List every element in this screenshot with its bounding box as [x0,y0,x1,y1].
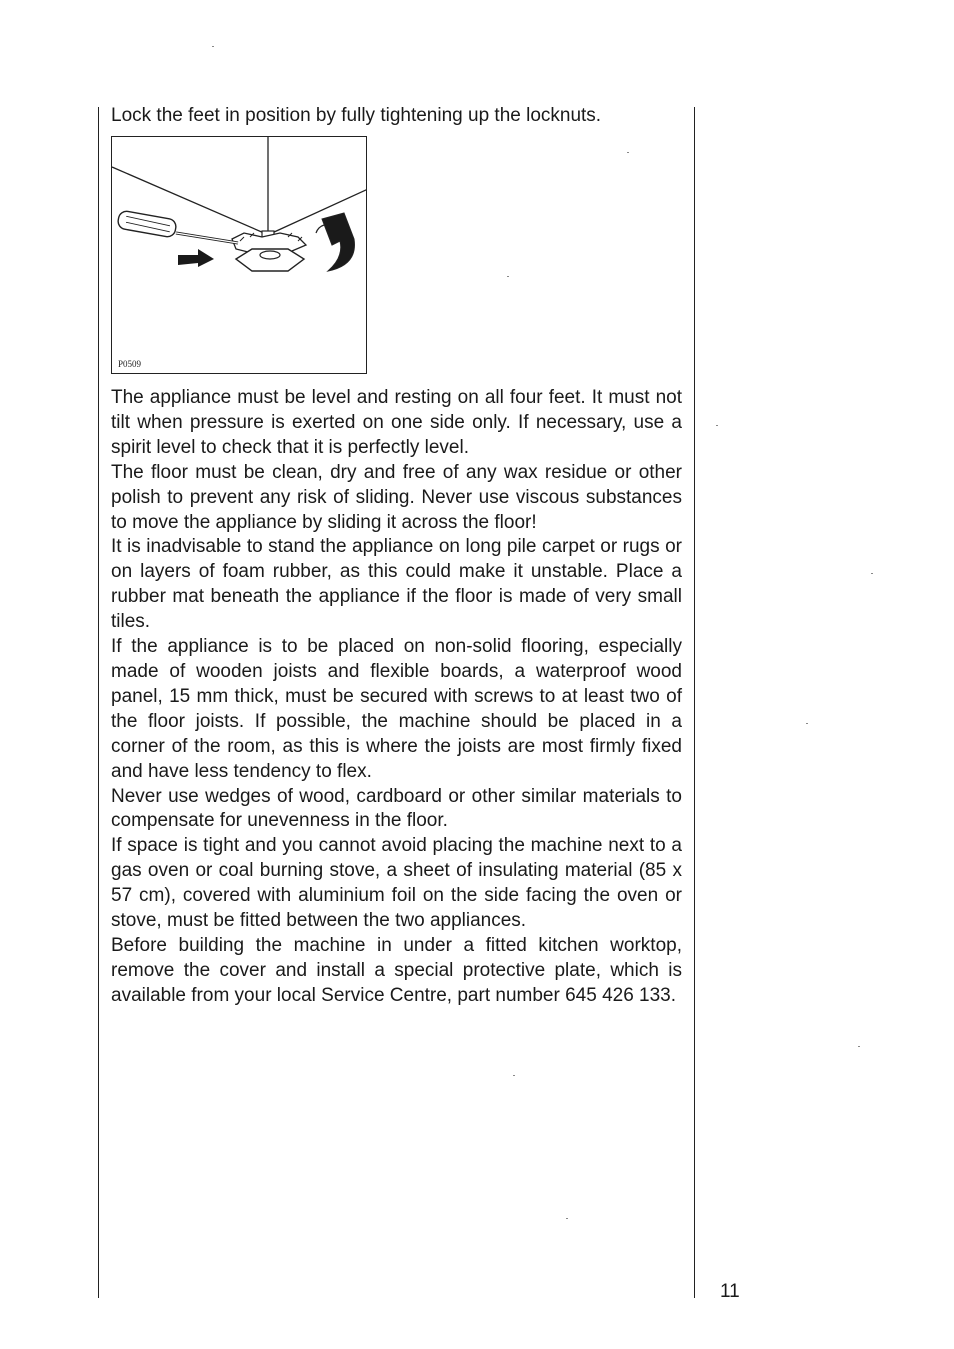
screwdriver-icon [112,137,367,374]
intro-text: Lock the feet in position by fully tightening up the locknuts. [111,105,602,126]
scan-speck [513,1075,515,1076]
paragraph-worktop: Before building the machine in under a fitted kitchen worktop, remove the cover and install a special protective plate, which is available from your local Service Centre, part number 645 426 133. [111,934,682,1006]
scan-speck [716,425,718,426]
left-margin-rule [98,107,99,1298]
scan-speck [566,1218,568,1219]
instructions-text [111,386,682,1009]
page-number: 11 [720,1281,740,1302]
paragraph-wedges: Never use wedges of wood, cardboard or other similar materials to compensate for unevenness in the floor. [111,785,682,832]
paragraph-oven: If space is tight and you cannot avoid placing the machine next to a gas oven or coal burning stove, a sheet of insulating material (85 x 57 cm), covered with aluminium foil on the side facing the oven or stove, must be fitted between the two appliances. [111,835,682,932]
scan-speck [627,152,629,153]
locknut-illustration [111,136,367,374]
scan-speck [806,723,808,724]
right-margin-rule [694,107,695,1298]
scan-speck [212,46,214,47]
paragraph-level: The appliance must be level and resting on all four feet. It must not tilt when pressure is exerted on one side only. If necessary, use a spirit level to check that it is perfectly level. [111,387,682,458]
paragraph-flooring: If the appliance is to be placed on non-solid flooring, especially made of wooden joists and flexible boards, a waterproof wood panel, 15 mm thick, must be secured with screws to at least two of the floor joists. If possible, the machine should be placed in a corner of the room, as this is where the joists are most firmly fixed and have less tendency to flex. [111,636,682,782]
scan-speck [871,573,873,574]
scan-speck [858,1046,860,1047]
paragraph-carpet: It is inadvisable to stand the appliance on long pile carpet or rugs or on layers of foam rubber, as this could make it unstable. Place a rubber mat beneath the appliance if the floor is made of very small tiles. [111,536,682,633]
scan-speck [507,276,509,277]
figure-code: P0509 [118,359,142,369]
paragraph-floor: The floor must be clean, dry and free of any wax residue or other polish to prevent any risk of sliding. Never use viscous substances to move the appliance by sliding it across the floor! [111,461,682,533]
